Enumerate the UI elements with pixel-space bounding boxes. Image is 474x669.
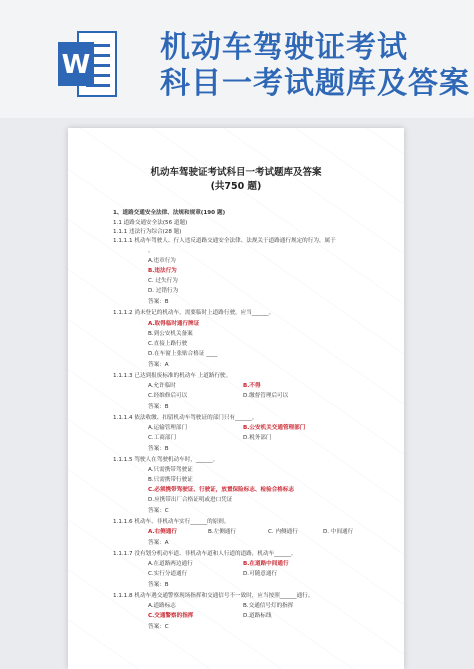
document-line: D.应携带出厂合格证明或进口凭证 (148, 497, 233, 503)
document-line: 答案：B (148, 582, 169, 588)
document-line: D.可随意通行 (243, 571, 278, 577)
document-line: 1.1.1.1 机动车驾驶人、行人违反道路交通安全法律、法规关于道路通行规定的行为，属于 (113, 238, 336, 244)
document-line: 1.1.1.5 驾驶人在驾驶机动车时，______。 (113, 457, 219, 463)
document-line: C.实行分道通行 (148, 571, 188, 577)
document-line: C. 内侧通行 (268, 529, 298, 535)
document-line: B.在道路中间通行 (243, 561, 289, 567)
document-line: B.不得 (243, 383, 261, 389)
document-line: B.到公安机关备案 (148, 331, 193, 337)
headline-line-2: 科目一考试题库及答案 (160, 66, 470, 101)
word-icon-letter: W (61, 50, 91, 80)
document-line: 1.1.1.6 机动车、非机动车实行______的原则。 (113, 519, 230, 525)
document-line: 1.1.1.8 机动车遇交通警察现场指挥和交通信号不一致时，应当按照______通行。 (113, 593, 314, 599)
document-line: 答案：B (148, 299, 169, 305)
document-line: D.在车窗上张贴合格证 ____ (148, 351, 218, 357)
headline-line-1: 机动车驾驶证考试 (160, 30, 408, 65)
document-line: 1.1.1.2 尚未登记的机动车，需要临时上道路行驶，应当______。 (113, 310, 275, 316)
document-line: A.道路标志 (148, 603, 176, 609)
word-document-icon (56, 28, 118, 100)
document-line: B.公安机关交通管理部门 (243, 425, 306, 431)
banner (0, 0, 474, 118)
document-line: B.交通信号灯的指挥 (243, 603, 294, 609)
document-line: 答案：A (148, 540, 169, 546)
document-line: D.缴督管理后可以 (243, 393, 289, 399)
document-line: D.道路标线 (243, 613, 272, 619)
document-line: 。 (148, 248, 154, 254)
document-title: 机动车驾驶证考试科目一考试题库及答案 (150, 167, 322, 178)
document-page (68, 128, 404, 669)
document-line: A.只需携带驾驶证 (148, 467, 193, 473)
document-line: 答案：A (148, 362, 169, 368)
document-line: D.税务部门 (243, 435, 272, 441)
document-line: C.直接上路行驶 (148, 341, 188, 347)
document-line: D. 过错行为 (148, 288, 179, 294)
document-line: C.工商部门 (148, 435, 177, 441)
document-line: B.只需携带行驶证 (148, 477, 193, 483)
document-line: A.右侧通行 (148, 529, 177, 535)
document-line: 1.1.1.3 已达到报废标准的机动车 上道路行驶。 (113, 373, 232, 379)
document-line: C.必须携带驾驶证、行驶证，放置保险标志、检验合格标志 (148, 487, 295, 493)
document-line: A.在道路两边通行 (148, 561, 193, 567)
document-line: 答案：B (148, 404, 169, 410)
document-line: 1、道路交通安全法律、法规和规章(190 题) (113, 210, 226, 216)
document-line: 1.1.1.7 没有划分机动车道、非机动车道和人行道的道路，机动车______。 (113, 551, 297, 557)
document-line: 答案：C (148, 624, 169, 630)
document-line: A.违章行为 (148, 258, 176, 264)
document-line: C. 过失行为 (148, 278, 178, 284)
document-line: B.违法行为 (148, 268, 177, 274)
document-line: 1.1.1.4 依法收缴、扣留机动车驾驶证的部门只有______。 (113, 415, 258, 421)
document-line: 答案：B (148, 446, 169, 452)
headline (160, 30, 470, 102)
document-line: D. 中间通行 (323, 529, 354, 535)
document-line: B.左侧通行 (208, 529, 236, 535)
document-line: C.经维修后可以 (148, 393, 188, 399)
document-line: A.允许临时 (148, 383, 176, 389)
document-line: 答案：C (148, 508, 169, 514)
document-line: 1.1 道路交通安全法(56 道题) (113, 220, 188, 226)
document-subtitle: (共750 题) (210, 181, 262, 192)
document-line: C.交通警察的指挥 (148, 613, 194, 619)
document-line: 1.1.1 违法行为综合(28 题) (113, 229, 182, 235)
document-line: A.运输管理部门 (148, 425, 188, 431)
document-line: A.取得临时通行牌证 (148, 321, 200, 327)
